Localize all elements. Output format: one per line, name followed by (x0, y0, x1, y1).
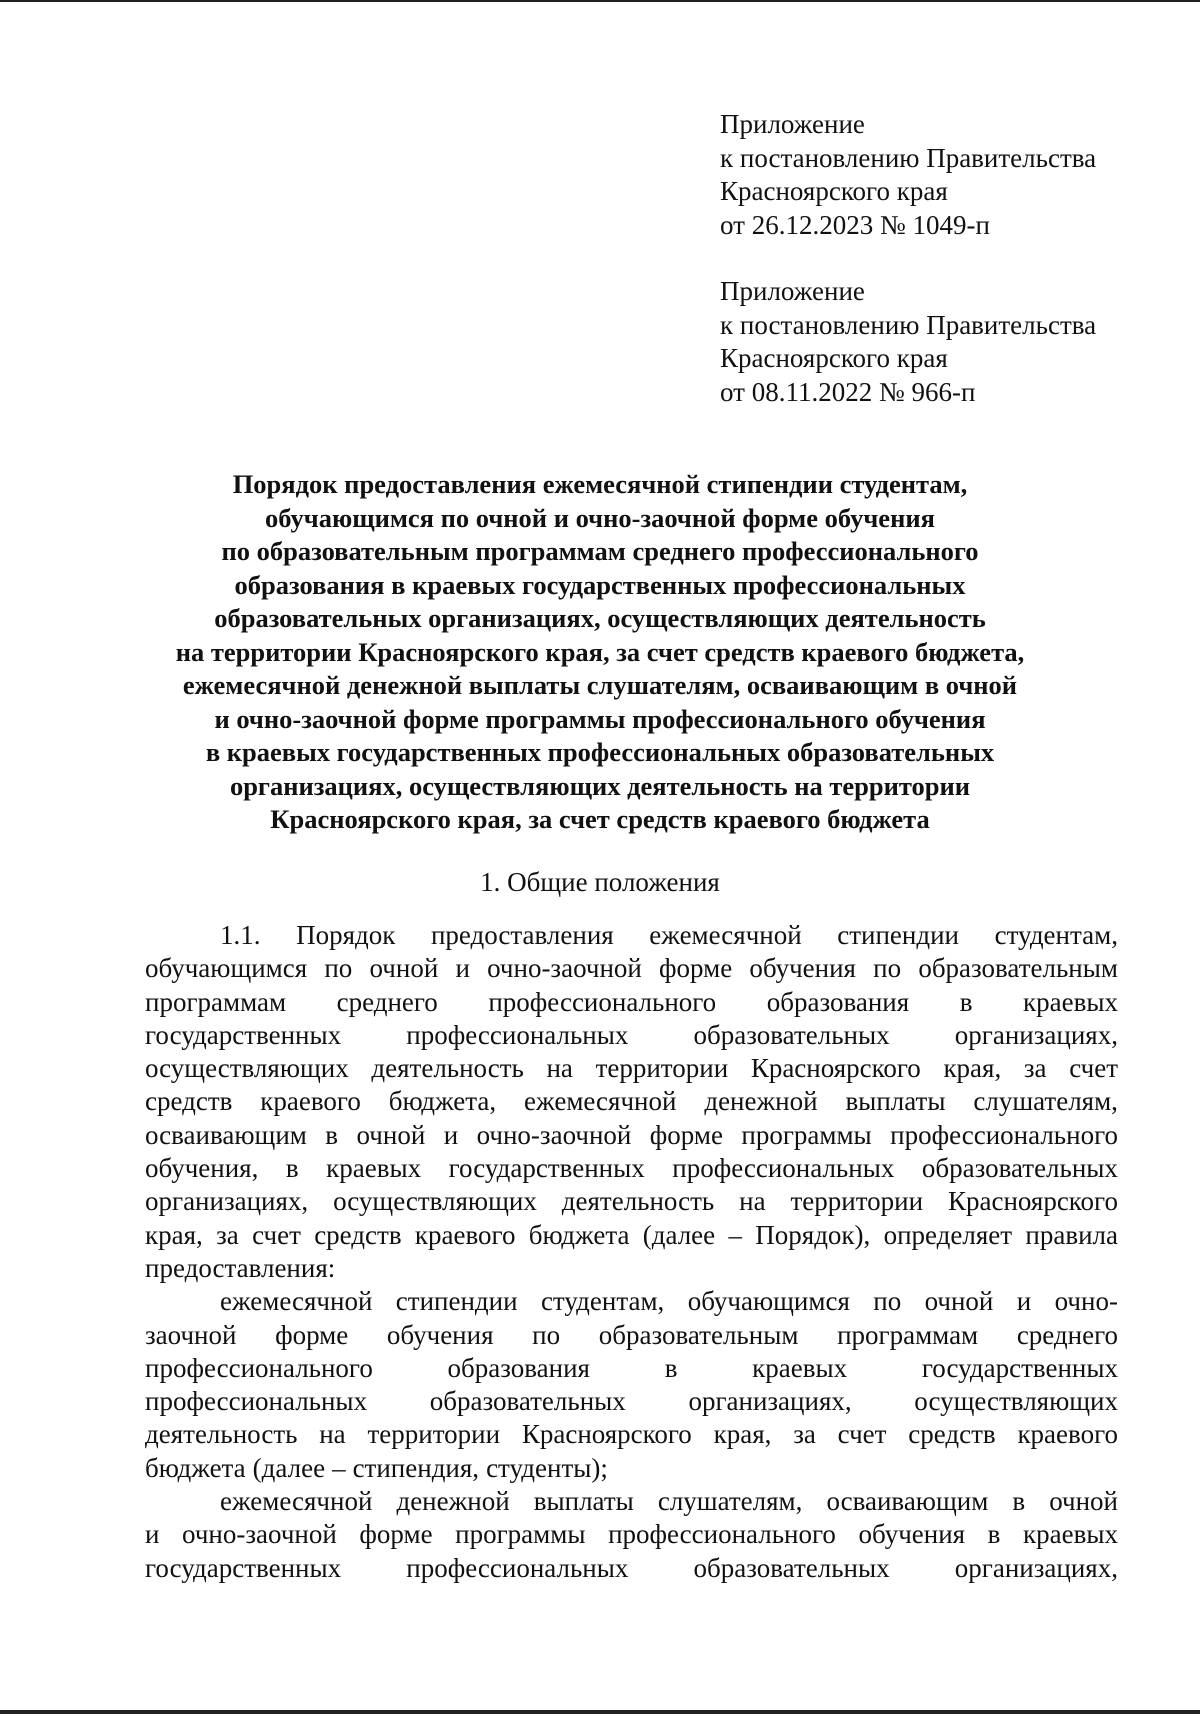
body-word: образования (447, 1352, 590, 1383)
title-line: ежемесячной денежной выплаты слушателям, осваивающим в очной (182, 670, 1018, 700)
body-word: краевого (1017, 1419, 1118, 1450)
body-word: деятельность (561, 1186, 715, 1217)
body-line (145, 1452, 1118, 1485)
body-word: образования (766, 986, 910, 1017)
appendix-line: к постановлению Правительства (720, 309, 1097, 340)
body-word: по (873, 953, 902, 984)
document-title (140, 468, 1060, 837)
body-word: государственных (145, 1552, 342, 1583)
body-word: ежемесячной (220, 1486, 373, 1517)
body-word: организациях, (688, 1386, 852, 1417)
body-word: профессиональных (672, 1153, 895, 1184)
body-word: Порядок (296, 920, 396, 950)
body-word: осваивающим (145, 1119, 307, 1150)
body-word: Красноярского (947, 1186, 1118, 1217)
body-word: организациях, (954, 1552, 1118, 1583)
appendix-line: к постановлению Правительства (720, 142, 1097, 173)
body-word: осуществляющих (333, 1186, 537, 1217)
body-line (145, 1418, 1118, 1451)
body-word: ежемесячной (649, 920, 802, 950)
body-word: очно-заочной (476, 1119, 632, 1150)
body-word: студентам, (540, 1286, 665, 1317)
body-word: счет (1069, 1053, 1118, 1084)
body-word: стипендии (395, 1286, 518, 1317)
body-line (145, 1119, 1118, 1152)
body-word: программам (145, 986, 287, 1017)
body-word: очной (356, 1119, 426, 1150)
scan-top-edge (0, 0, 1200, 2)
body-word: программы (455, 1519, 586, 1550)
body-word: в (1012, 1486, 1026, 1517)
body-word: обучающимся (687, 1286, 850, 1317)
body-word: очной (1049, 1486, 1118, 1517)
body-word: организациях, (954, 1019, 1118, 1050)
body-line (145, 1185, 1118, 1218)
body-word: обучения, (145, 1153, 259, 1184)
body-word: слушателям, (657, 1486, 803, 1517)
body-word: профессионального (488, 986, 717, 1017)
body-word: края, (145, 1219, 203, 1250)
body-word: обучения (386, 1319, 494, 1350)
appendix-line: Приложение (720, 109, 865, 139)
body-word: студенты); (486, 1452, 608, 1483)
body-word: счет (837, 1419, 887, 1450)
body-line (145, 1485, 1118, 1518)
body-word: обучения (858, 1519, 966, 1550)
body-line (145, 1285, 1118, 1318)
title-line: Красноярского края, за счет средств краевого бюджета (270, 804, 930, 834)
body-line (145, 986, 1118, 1019)
body-word: выплаты (533, 1486, 634, 1517)
body-word: профессиональных (145, 1386, 368, 1417)
body-word: осуществляющих (145, 1053, 349, 1084)
appendix-block-current (720, 108, 1160, 242)
body-word: стипендии (837, 920, 960, 950)
body-word: очно-заочной (182, 1519, 337, 1550)
body-word: по (873, 1286, 902, 1317)
title-line: обучающимся по очной и очно-заочной форме обучения (265, 502, 935, 533)
body-word: государственных (145, 1019, 342, 1050)
body-word: Красноярского (750, 1053, 921, 1084)
body-word: образовательных (429, 1386, 626, 1417)
body-word: форме (275, 1319, 349, 1350)
title-line: на территории Красноярского края, за счет средств краевого бюджета, (175, 636, 1025, 667)
body-line (145, 1052, 1118, 1085)
body-word: счет (252, 1219, 301, 1250)
body-word: на (739, 1186, 766, 1217)
scan-bottom-edge (0, 1710, 1200, 1714)
section-heading: 1. Общие положения (480, 867, 720, 897)
body-word: профессиональных (406, 1019, 629, 1050)
body-line (145, 1552, 1118, 1585)
body-word: краевых (752, 1352, 848, 1383)
body-word: среднего (1016, 1319, 1118, 1350)
body-word: Порядок), (755, 1219, 871, 1250)
body-word: осваивающим (826, 1486, 989, 1517)
body-word: и (145, 1519, 160, 1550)
body-line (145, 1019, 1118, 1052)
body-word: и (455, 953, 470, 984)
body-word: заочной (145, 1319, 237, 1350)
body-word: краевых (1023, 1519, 1118, 1550)
body-word: 1.1. (220, 920, 261, 950)
body-word: форме (359, 1519, 433, 1550)
body-line (145, 952, 1118, 985)
body-word: образовательным (598, 1319, 799, 1350)
appendix-line: от 08.11.2022 № 966-п (720, 376, 976, 407)
body-word: в (664, 1352, 678, 1383)
appendix-line: от 26.12.2023 № 1049-п (720, 209, 990, 240)
body-line (145, 1085, 1118, 1118)
body-word: обучения (749, 953, 856, 984)
appendix-block-previous (720, 275, 1160, 409)
body-word: за (1023, 1053, 1047, 1084)
body-word: в (987, 1519, 1001, 1550)
title-line: Порядок предоставления ежемесячной стипендии студентам, (232, 469, 968, 499)
body-word: средств (145, 1086, 233, 1117)
body-word: и (1016, 1286, 1032, 1317)
body-text (145, 919, 1118, 1585)
body-word: студентам, (994, 920, 1118, 950)
body-word: очно- (1054, 1286, 1118, 1317)
body-word: очно-заочной (487, 953, 642, 984)
body-word: правила (1025, 1219, 1118, 1250)
body-word: краевого (260, 1086, 361, 1117)
appendix-line: Красноярского края (720, 176, 948, 206)
body-word: форме (649, 1119, 723, 1150)
body-word: бюджета (528, 1219, 630, 1250)
appendix-line: Приложение (720, 276, 865, 306)
appendix-line: Красноярского края (720, 343, 948, 373)
body-word: осуществляющих (914, 1386, 1118, 1417)
body-word: ежемесячной (524, 1086, 677, 1117)
body-word: обучающимся (145, 953, 308, 984)
body-word: образовательных (921, 1153, 1118, 1184)
body-word: деятельность (145, 1419, 298, 1450)
body-word: по (532, 1319, 561, 1350)
body-word: (далее (252, 1452, 326, 1483)
body-word: средств (314, 1219, 402, 1250)
body-word: государственных (448, 1153, 645, 1184)
body-word: денежной (396, 1486, 510, 1517)
body-word: краевых (326, 1153, 422, 1184)
body-word: программам (837, 1319, 979, 1350)
body-word: ежемесячной (220, 1286, 373, 1317)
body-word: очной (369, 953, 439, 984)
body-word: средств (908, 1419, 996, 1450)
body-word: территории (595, 1053, 729, 1084)
body-word: профессионального (608, 1519, 836, 1550)
body-word: очной (924, 1286, 994, 1317)
title-line: и очно-заочной форме программы профессионального обучения (214, 703, 986, 734)
body-line (145, 1219, 1118, 1252)
body-line (145, 1518, 1118, 1551)
title-line: в краевых государственных профессиональных образовательных (205, 737, 995, 767)
body-word: профессионального (145, 1352, 373, 1383)
body-word: на (546, 1053, 573, 1084)
body-word: в (285, 1153, 299, 1184)
title-line: по образовательным программам среднего профессионального (221, 536, 979, 566)
body-word: предоставления (430, 920, 614, 950)
body-word: денежной (704, 1086, 818, 1117)
body-word: образовательных (693, 1552, 890, 1583)
body-line (145, 1152, 1118, 1185)
body-word: края, (713, 1419, 772, 1450)
body-word: в (325, 1119, 339, 1150)
body-word: определяет (883, 1219, 1013, 1250)
body-line (145, 1352, 1118, 1385)
body-word: государственных (921, 1352, 1118, 1383)
body-line (145, 1319, 1118, 1352)
body-word: бюджета, (388, 1086, 497, 1117)
body-word: по (324, 953, 353, 984)
title-line: образования в краевых государственных профессиональных (234, 569, 966, 600)
body-word: слушателям, (973, 1086, 1118, 1117)
body-word: территории (790, 1186, 924, 1217)
body-word: – (332, 1452, 346, 1483)
body-word: профессиональных (406, 1552, 629, 1583)
body-word: предоставления: (145, 1252, 336, 1283)
body-word: стипендия, (352, 1452, 480, 1483)
body-word: территории (367, 1419, 501, 1450)
body-word: деятельность (371, 1053, 524, 1084)
body-word: в (959, 986, 973, 1017)
title-line: организациях, осуществляющих деятельность на территории (229, 770, 971, 801)
body-word: края, (943, 1053, 1002, 1084)
body-word: – (728, 1219, 742, 1250)
body-word: на (319, 1419, 346, 1450)
body-word: образовательных (693, 1019, 890, 1050)
body-word: организациях, (145, 1186, 309, 1217)
body-word: образовательным (918, 953, 1118, 984)
body-word: краевых (1023, 986, 1118, 1017)
body-word: выплаты (845, 1086, 946, 1117)
body-word: программы (741, 1119, 872, 1150)
body-word: (далее (642, 1219, 716, 1250)
body-word: среднего (336, 986, 438, 1017)
body-word: за (793, 1419, 816, 1450)
body-line (145, 919, 1118, 952)
body-line (145, 1252, 1118, 1285)
body-word: бюджета (145, 1452, 246, 1483)
body-line (145, 1385, 1118, 1418)
body-word: за (216, 1219, 239, 1250)
body-word: профессионального (890, 1119, 1118, 1150)
body-word: форме (659, 953, 733, 984)
body-word: и (443, 1119, 459, 1150)
title-line: образовательных организациях, осуществляющих деятельность (214, 603, 986, 633)
body-word: краевого (414, 1219, 516, 1250)
body-word: Красноярского (521, 1419, 692, 1450)
